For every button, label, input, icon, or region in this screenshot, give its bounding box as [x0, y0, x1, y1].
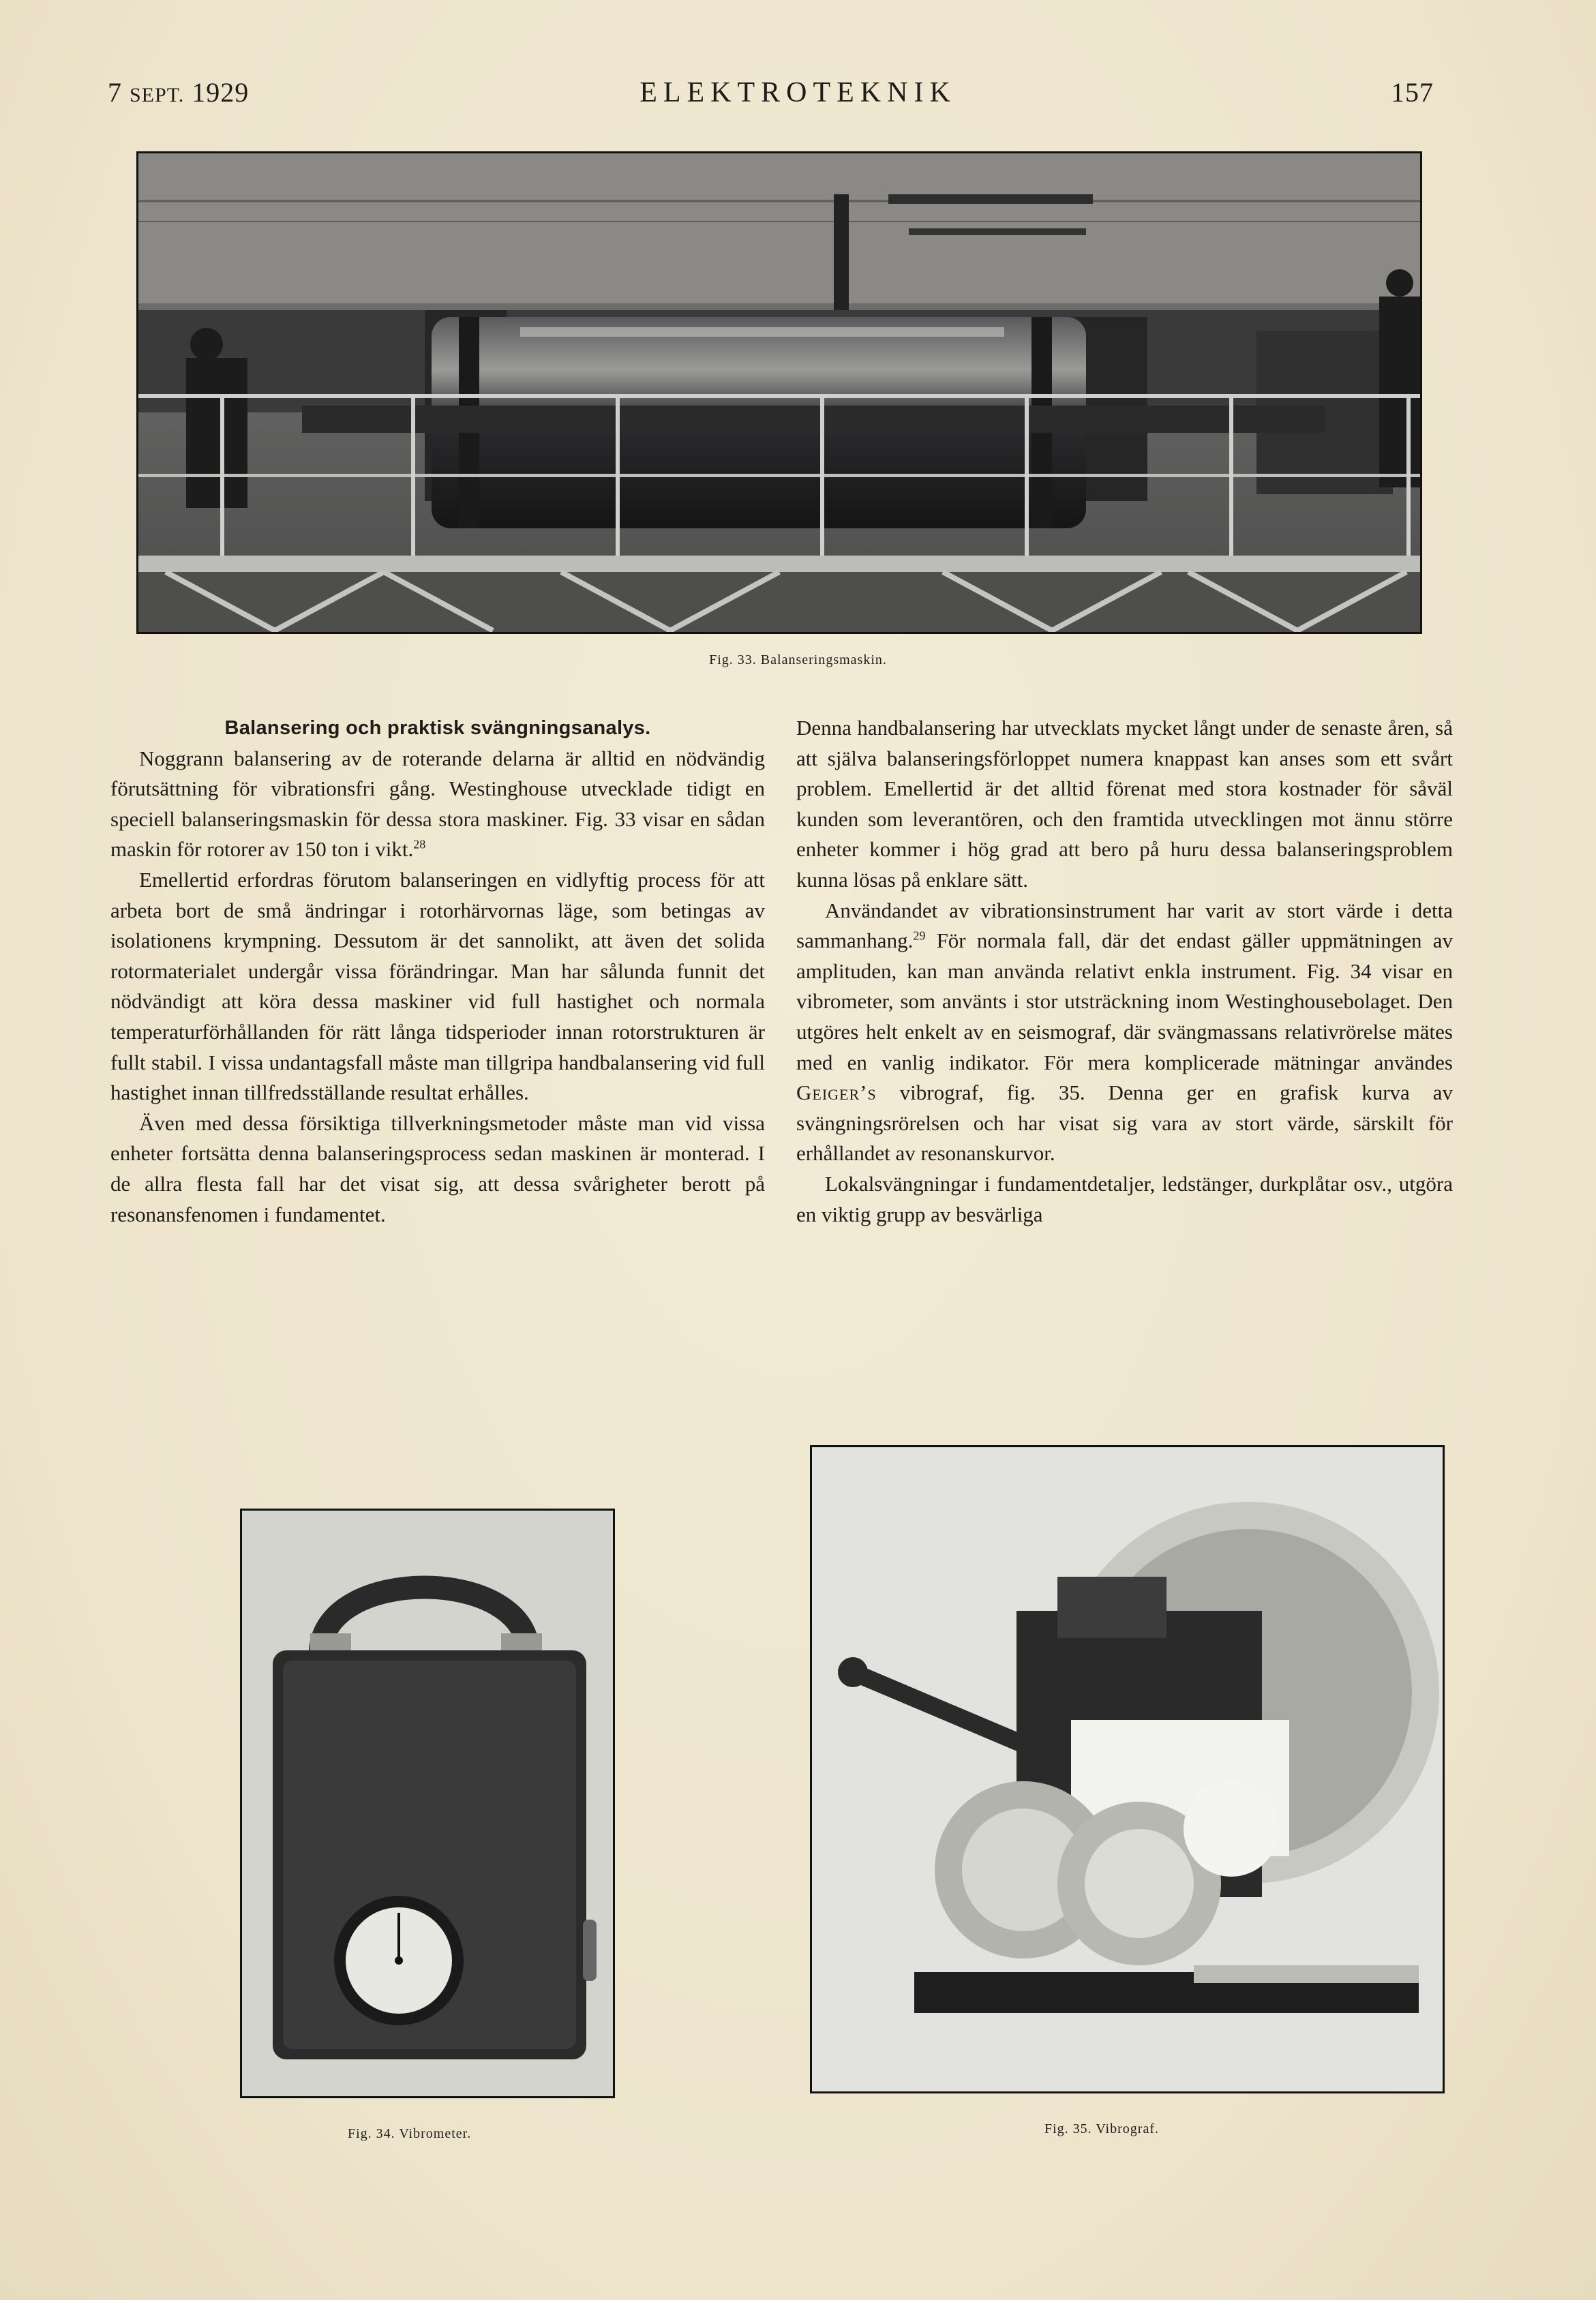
issue-date: 7 SEPT. 1929 [108, 77, 250, 108]
figure-34-caption: Fig. 34. Vibrometer. [348, 2126, 472, 2141]
paragraph-1: Noggrann balansering av de roterande delarna är alltid en nödvändig förutsättning för vibrationsfri gång. Westinghouse utvecklade tidigt en speciell balanseringsmaskin för dessa stora maskiner. Fig. 33 visar en sådan maskin för rotorer av 150 ton i vikt.$^{28}$ [110, 746, 765, 862]
figure-33-caption: Fig. 33. Balanseringsmaskin. [709, 652, 887, 667]
article-left-column [110, 713, 765, 1230]
paragraph-5: Användandet av vibrationsinstrument har varit av stort värde i detta sammanhang.$^{29}$ För normala fall, där det endast gäller uppmätningen av amplituden, kan man använda relativt enkla instrument. Fig. 34 visar en vibrometer, som använts i stor utsträckning inom Westinghousebolaget. Den utgöres helt enkelt av en seismograf, där svängmassans relativrörelse mätes med en vanlig indikator. För mera komplicerade mätningar användes Geiger’s vibrograf, fig. 35. Denna ger en grafisk kurva av svängningsrörelsen och har visat sig vara av stort värde, särskilt för erhållandet av resonanskurvor. [796, 898, 1453, 1166]
figure-34-photo [240, 1509, 615, 2098]
paragraph-6: Lokalsvängningar i fundamentdetaljer, ledstänger, durkplåtar osv., utgöra en viktig grupp av besvärliga [796, 1171, 1453, 1226]
paragraph-4: Denna handbalansering har utvecklats mycket långt under de senaste åren, så att själva balanseringsförloppet numera knappast kan anses som ett svårt problem. Emellertid är det alltid förenat med stora kostnader för såväl kunden som leverantören, och den framtida utvecklingen mot ännu större enheter kommer i hög grad att bero på huru dessa balanseringsproblem kunna lösas på enklare sätt. [796, 716, 1453, 892]
article-heading: Balansering och praktisk svängningsanalys. [224, 717, 651, 739]
paragraph-2: Emellertid erfordras förutom balanseringen en vidlyftig process för att arbeta bort de små ändringar i rotorhärvornas läge, som betingas av isolationens krympning. Dessutom är det sannolikt, att även det solida rotormaterialet undergår vissa förändringar. Man har sålunda funnit det nödvändigt att köra dessa maskiner vid full hastighet och normala temperaturförhållanden för rätt långa tidsperioder innan rotorstrukturen är fullt stabil. I vissa undantagsfall måste man tillgripa handbalansering vid full hastighet innan tillfredsställande resultat erhålles. [110, 867, 765, 1105]
figure-35-caption: Fig. 35. Vibrograf. [1044, 2121, 1159, 2136]
figure-33-photo [136, 151, 1422, 634]
author-name-geiger: Geiger’s [796, 1080, 877, 1105]
journal-title: ELEKTROTEKNIK [639, 77, 957, 108]
figure-35-photo [810, 1445, 1445, 2093]
footnote-ref-29: 29 [913, 928, 926, 943]
page-number: 157 [1391, 77, 1434, 108]
footnote-ref-28: 28 [413, 838, 426, 852]
article-right-column [796, 713, 1453, 1230]
paragraph-3: Även med dessa försiktiga tillverkningsmetoder måste man vid vissa enheter fortsätta denna balanseringsprocess sedan maskinen är monterad. I de allra flesta fall har det visat sig, att dessa svårigheter berott på resonansfenomen i fundamentet. [110, 1110, 765, 1226]
